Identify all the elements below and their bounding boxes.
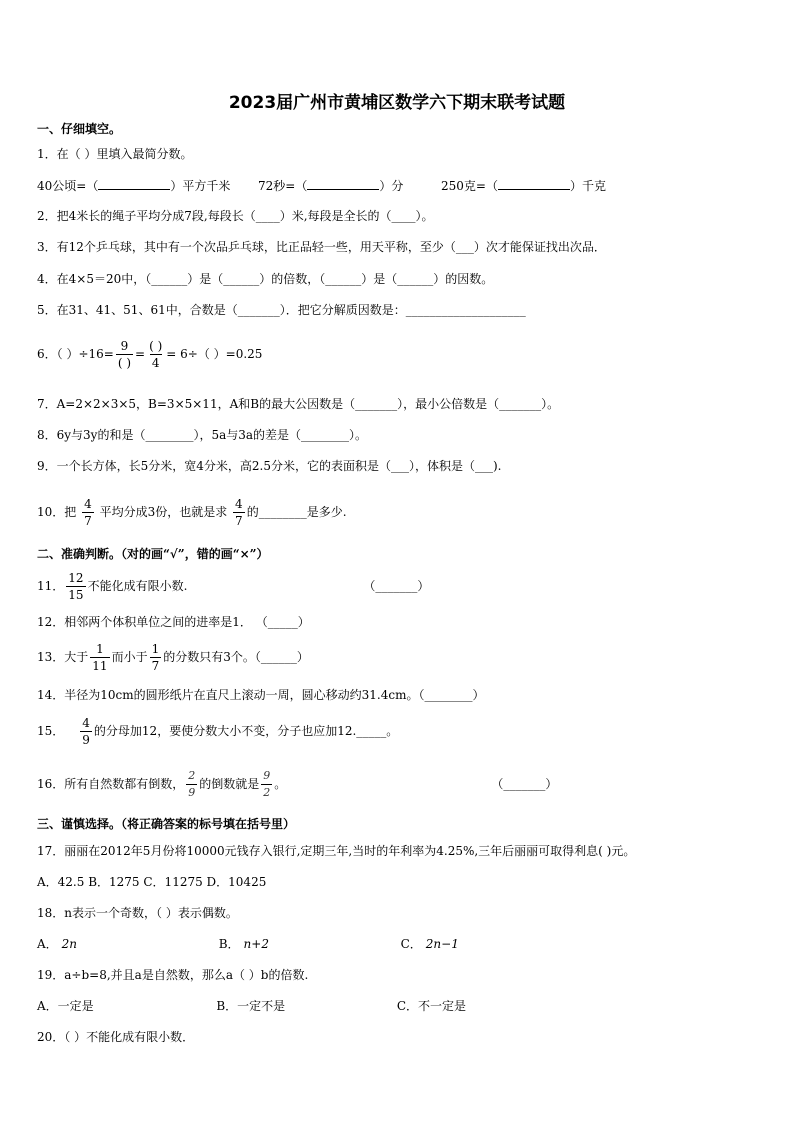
q10-f1-denominator: 7	[84, 514, 92, 528]
question-18-stem: 18．n表示一个奇数，（ ）表示偶数。	[37, 906, 238, 920]
q18-option-a[interactable]	[37, 937, 77, 951]
q13-suffix: 的分数只有3个。（______）	[163, 650, 309, 664]
q1-b-unit: ）分	[379, 179, 404, 193]
question-1-stem: 1．在（ ）里填入最简分数。	[37, 147, 193, 161]
q13-prefix: 13．大于	[37, 650, 89, 664]
q10-prefix: 10．把	[37, 505, 77, 519]
q15-number: 15．	[37, 724, 65, 738]
q13-fraction-1	[90, 641, 109, 674]
q16-f1-denominator: 9	[188, 786, 196, 799]
q16-fraction-2	[261, 768, 272, 801]
question-1-parts	[37, 177, 606, 194]
q5-answer-line[interactable]: ____________________	[405, 303, 526, 317]
q6-f2-denominator: 4	[151, 356, 160, 370]
question-4: 4．在4×5＝20中，（______）是（______）的倍数，（______）是（______）的因数。	[37, 272, 494, 286]
question-18-options	[37, 936, 459, 952]
section-3-heading: 三、谨慎选择。（将正确答案的标号填在括号里）	[37, 817, 296, 831]
q10-fraction-2	[233, 496, 245, 529]
q19-option-b[interactable]: B．一定不是	[216, 999, 286, 1013]
question-19-options	[37, 998, 466, 1014]
q16-text: 16．所有自然数都有倒数，	[37, 777, 185, 791]
question-6	[37, 334, 262, 374]
question-11	[37, 566, 429, 606]
q18-a-label: A．	[37, 937, 58, 951]
section-2-heading: 二、准确判断。（对的画“√”，错的画“×”）	[37, 547, 269, 561]
q6-f2-numerator: ( )	[149, 339, 163, 353]
question-17-stem: 17．丽丽在2012年5月份将10000元钱存入银行,定期三年,当时的年利率为4.25%,三年后丽丽可取得利息( )元。	[37, 844, 636, 858]
q11-number: 11．	[37, 579, 65, 593]
question-5	[37, 302, 526, 318]
q15-fraction	[80, 715, 92, 748]
q5-text: 5．在31、41、51、61中，合数是（_______）．把它分解质因数是：	[37, 303, 406, 317]
q10-f2-denominator: 7	[235, 514, 243, 528]
q6-prefix: 6．（ ）÷16=	[37, 347, 114, 361]
q18-c-expr: 2n−1	[425, 937, 459, 951]
q13-mid: 而小于	[111, 650, 148, 664]
question-16	[37, 764, 557, 804]
q15-text: 的分母加12，要使分数大小不变，分子也应加12._____。	[93, 724, 399, 738]
question-7: 7．A=2×2×3×5，B=3×5×11，A和B的最大公因数是（_______），最小公倍数是（_______）。	[37, 397, 560, 411]
question-20-stem: 20．（ ）不能化成有限小数．	[37, 1030, 195, 1044]
question-17-options[interactable]: A．42.5 B．1275 C．11275 D．10425	[37, 875, 267, 889]
q10-f2-numerator: 4	[235, 497, 243, 511]
q19-option-c[interactable]: C．不一定是	[396, 999, 466, 1013]
question-9: 9．一个长方体，长5分米，宽4分米，高2.5分米，它的表面积是（___），体积是（___).	[37, 459, 502, 473]
question-8: 8．6y与3y的和是（________），5a与3a的差是（________）。	[37, 428, 368, 442]
q6-f1-numerator: 9	[120, 339, 129, 353]
q10-mid: 平均分成3份，也就是求	[99, 505, 228, 519]
q13-fraction-2	[150, 641, 162, 674]
q1-a-unit: ）平方千米	[170, 179, 231, 193]
q18-a-expr: 2n	[61, 937, 78, 951]
q10-fraction-1	[82, 496, 94, 529]
q1-a-label: 40公顷=（	[37, 179, 99, 193]
q16-f1-numerator: 2	[188, 769, 196, 782]
q19-option-a[interactable]: A．一定是	[37, 999, 94, 1013]
q11-denominator: 15	[68, 588, 84, 602]
q16-answer-paren[interactable]: （_______）	[491, 777, 558, 791]
question-12: 12．相邻两个体积单位之间的进率是1． （_____）	[37, 615, 310, 629]
q1-b-blank[interactable]	[307, 177, 379, 190]
q18-b-label: B．	[218, 937, 240, 951]
q11-text: 不能化成有限小数.	[87, 579, 188, 593]
q18-c-label: C．	[400, 937, 422, 951]
q16-fraction-1	[186, 768, 197, 801]
page-title: 2023届广州市黄埔区数学六下期末联考试题	[228, 93, 566, 113]
section-1-heading: 一、仔细填空。	[37, 122, 122, 136]
q11-numerator: 12	[68, 571, 84, 585]
q10-f1-numerator: 4	[84, 497, 92, 511]
q15-numerator: 4	[82, 716, 90, 730]
q15-denominator: 9	[82, 733, 90, 747]
question-14: 14．半径为10cm的圆形纸片在直尺上滚动一周，圆心移动约31.4cm。（________）	[37, 688, 485, 702]
question-2: 2．把4米长的绳子平均分成7段,每段长（____）米,每段是全长的（____）。	[37, 209, 434, 223]
question-15	[37, 711, 398, 751]
q16-f2-denominator: 2	[263, 786, 271, 799]
q13-f2-numerator: 1	[151, 642, 160, 656]
q1-c-label: 250克=（	[441, 179, 498, 193]
q16-mid: 的倒数就是	[199, 777, 260, 791]
question-13	[37, 637, 309, 677]
q1-c-unit: ）千克	[569, 179, 606, 193]
q16-f2-numerator: 9	[263, 769, 271, 782]
q6-f1-denominator: ( )	[117, 356, 132, 370]
q11-fraction	[66, 570, 85, 603]
q10-suffix: 的________是多少.	[246, 505, 347, 519]
q1-b-label: 72秒=（	[258, 179, 308, 193]
question-10	[37, 492, 347, 532]
q6-fraction-2	[147, 338, 164, 371]
q1-a-blank[interactable]	[98, 177, 170, 190]
q13-f2-denominator: 7	[151, 659, 160, 673]
q1-c-blank[interactable]	[498, 177, 570, 190]
question-3: 3．有12个乒乓球，其中有一个次品乒乓球，比正品轻一些，用天平称，至少（___）次才能保证找出次品．	[37, 240, 606, 254]
q6-fraction-1	[116, 338, 133, 371]
q6-equals: =	[135, 347, 146, 361]
q18-option-b[interactable]	[219, 937, 269, 951]
q13-f1-numerator: 1	[96, 642, 104, 656]
q13-f1-denominator: 11	[92, 659, 108, 673]
q16-end: 。	[274, 777, 287, 791]
question-19-stem: 19．a÷b=8,并且a是自然数，那么a（ ）b的倍数.	[37, 968, 309, 982]
q18-option-c[interactable]	[401, 937, 459, 951]
q6-suffix: = 6÷（ ）=0.25	[166, 347, 263, 361]
q11-answer-paren[interactable]: （_______）	[363, 579, 430, 593]
q18-b-expr: n+2	[243, 937, 269, 951]
